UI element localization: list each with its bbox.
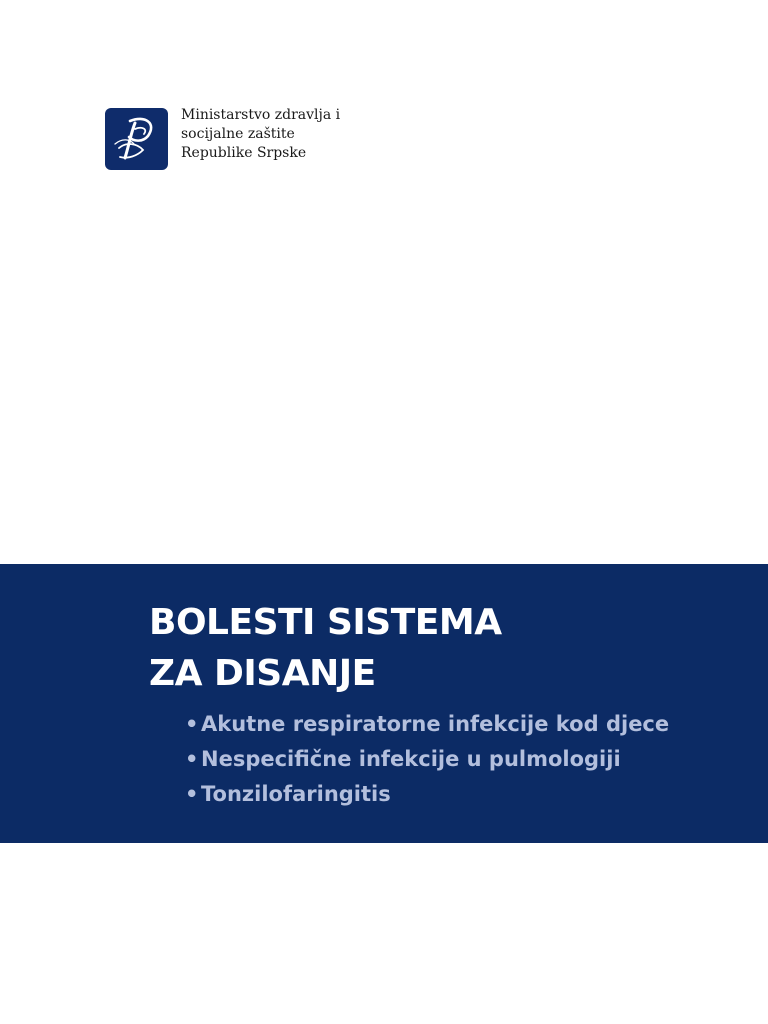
topic-label: Akutne respiratorne infekcije kod djece xyxy=(201,712,670,736)
document-title xyxy=(149,597,502,699)
topic-item xyxy=(185,777,669,812)
ministry-name-line: Ministarstvo zdravlja i xyxy=(181,107,341,123)
ministry-emblem-graphic xyxy=(105,108,168,170)
topic-label: Tonzilofaringitis xyxy=(201,782,391,806)
ministry-name-line: Republike Srpske xyxy=(181,145,307,161)
title-line: BOLESTI SISTEMA xyxy=(149,602,502,643)
ministry-name xyxy=(181,106,340,163)
topic-label: Nespecifične infekcije u pulmologiji xyxy=(201,747,621,771)
ministry-emblem-icon xyxy=(105,108,168,170)
ministry-header xyxy=(105,108,340,170)
topic-item xyxy=(185,707,669,742)
bullet: • xyxy=(185,782,199,806)
topic-list xyxy=(185,707,669,812)
bullet: • xyxy=(185,747,199,771)
title-line: ZA DISANJE xyxy=(149,653,376,694)
topic-item xyxy=(185,742,669,777)
ministry-name-line: socijalne zaštite xyxy=(181,126,295,142)
bullet: • xyxy=(185,712,199,736)
